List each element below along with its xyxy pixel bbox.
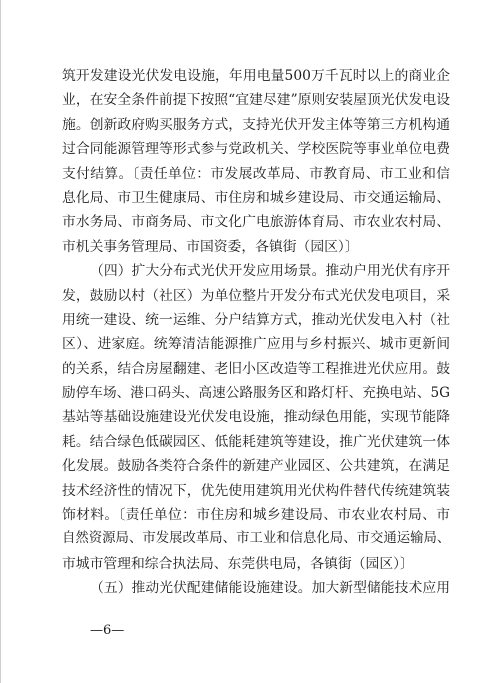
text-line: 的关系，结合房屋翻建、老旧小区改造等工程推进光伏应用。鼓 [62, 360, 450, 377]
text-line: 技术经济性的情况下，优先使用建筑用光伏构件替代传统建筑装 [62, 482, 450, 499]
text-line: 筑开发建设光伏发电设施，年用电量500万千瓦时以上的商业企 [62, 68, 450, 84]
body-text [62, 64, 450, 601]
section-heading-line: （五）推动光伏配建储能设施建设。加大新型储能技术应用 [90, 580, 450, 597]
page-number: —6— [90, 623, 125, 638]
text-line: 自然资源局、市发展改革局、市工业和信息化局、市交通运输局、 [62, 531, 451, 547]
text-line: 支付结算。〔责任单位：市发展改革局、市教育局、市工业和信 [62, 165, 450, 182]
text-line: 施。创新政府购买服务方式，支持光伏开发主体等第三方机构通 [62, 116, 450, 133]
text-line: 息化局、市卫生健康局、市住房和城乡建设局、市交通运输局、 [62, 189, 450, 206]
text-line: 饰材料。〔责任单位：市住房和城乡建设局、市农业农村局、市 [62, 507, 450, 524]
section-heading-line: （四）扩大分布式光伏开发应用场景。推动户用光伏有序开 [90, 263, 450, 280]
text-line: 市机关事务管理局、市国资委，各镇街（园区）〕 [62, 238, 359, 255]
text-line: 市城市管理和综合执法局、东莞供电局，各镇街（园区）〕 [62, 555, 414, 572]
text-line: 市水务局、市商务局、市文化广电旅游体育局、市农业农村局、 [62, 214, 450, 231]
text-line: 业，在安全条件前提下按照“宜建尽建”原则安装屋顶光伏发电设 [62, 92, 450, 109]
text-line: 区）、进家庭。统筹清洁能源推广应用与乡村振兴、城市更新间 [62, 336, 450, 353]
text-line: 用统一建设、统一运维、分户结算方式，推动光伏发电入村（社 [62, 311, 450, 328]
text-line: 耗。结合绿色低碳园区、低能耗建筑等建设，推广光伏建筑一体 [62, 433, 450, 450]
text-line: 励停车场、港口码头、高速公路服务区和路灯杆、充换电站、5G [62, 385, 450, 402]
text-line: 发，鼓励以村（社区）为单位整片开发分布式光伏发电项目，采 [62, 287, 450, 304]
text-line: 基站等基础设施建设光伏发电设施，推动绿色用能，实现节能降 [62, 409, 450, 426]
text-line: 过合同能源管理等形式参与党政机关、学校医院等事业单位电费 [62, 141, 450, 158]
page-left-edge [0, 0, 1, 683]
text-line: 化发展。鼓励各类符合条件的新建产业园区、公共建筑，在满足 [62, 458, 450, 475]
